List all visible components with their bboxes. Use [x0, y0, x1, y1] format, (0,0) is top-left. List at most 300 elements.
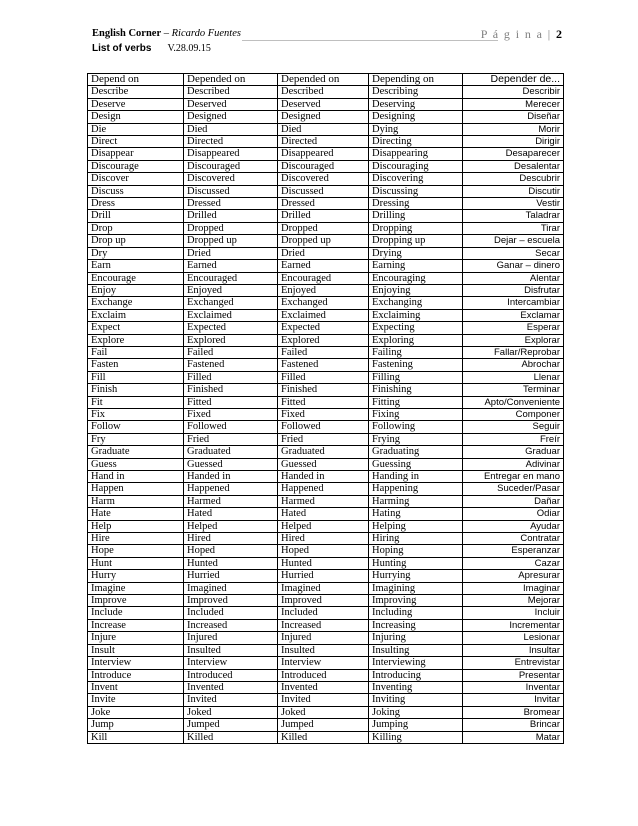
table-row — [88, 384, 564, 396]
base-form-cell: Hire — [88, 533, 184, 545]
page-number: 2 — [556, 27, 562, 41]
table-row — [88, 359, 564, 371]
table-row — [88, 74, 564, 86]
past-simple-cell: Increased — [184, 619, 278, 631]
spanish-translation-cell: Intercambiar — [463, 297, 564, 309]
spanish-translation-cell: Imaginar — [463, 582, 564, 594]
header-separator: – — [161, 28, 172, 39]
past-simple-cell: Hoped — [184, 545, 278, 557]
base-form-cell: Discuss — [88, 185, 184, 197]
base-form-cell: Deserve — [88, 98, 184, 110]
table-row — [88, 136, 564, 148]
table-row — [88, 111, 564, 123]
past-simple-cell: Depended on — [184, 74, 278, 86]
past-participle-cell: Helped — [278, 520, 369, 532]
past-simple-cell: Harmed — [184, 495, 278, 507]
gerund-cell: Graduating — [369, 446, 463, 458]
past-simple-cell: Encouraged — [184, 272, 278, 284]
past-participle-cell: Finished — [278, 384, 369, 396]
past-simple-cell: Fixed — [184, 408, 278, 420]
base-form-cell: Interview — [88, 657, 184, 669]
past-participle-cell: Fastened — [278, 359, 369, 371]
past-participle-cell: Injured — [278, 632, 369, 644]
base-form-cell: Fry — [88, 433, 184, 445]
past-participle-cell: Dropped — [278, 222, 369, 234]
past-simple-cell: Handed in — [184, 471, 278, 483]
base-form-cell: Dress — [88, 198, 184, 210]
table-row — [88, 247, 564, 259]
base-form-cell: Die — [88, 123, 184, 135]
spanish-translation-cell: Cazar — [463, 557, 564, 569]
past-participle-cell: Hired — [278, 533, 369, 545]
spanish-translation-cell: Tirar — [463, 222, 564, 234]
past-participle-cell: Directed — [278, 136, 369, 148]
gerund-cell: Harming — [369, 495, 463, 507]
verbs-table-body — [88, 74, 564, 744]
gerund-cell: Drying — [369, 247, 463, 259]
base-form-cell: Describe — [88, 86, 184, 98]
past-participle-cell: Followed — [278, 421, 369, 433]
spanish-translation-cell: Dirigir — [463, 136, 564, 148]
base-form-cell: Joke — [88, 706, 184, 718]
past-participle-cell: Hoped — [278, 545, 369, 557]
base-form-cell: Fix — [88, 408, 184, 420]
gerund-cell: Hurrying — [369, 570, 463, 582]
past-simple-cell: Directed — [184, 136, 278, 148]
gerund-cell: Dropping up — [369, 235, 463, 247]
past-participle-cell: Enjoyed — [278, 284, 369, 296]
gerund-cell: Describing — [369, 86, 463, 98]
spanish-translation-cell: Desaparecer — [463, 148, 564, 160]
spanish-translation-cell: Esperanzar — [463, 545, 564, 557]
base-form-cell: Introduce — [88, 669, 184, 681]
gerund-cell: Improving — [369, 595, 463, 607]
past-simple-cell: Explored — [184, 334, 278, 346]
spanish-translation-cell: Desalentar — [463, 160, 564, 172]
past-participle-cell: Invented — [278, 681, 369, 693]
past-simple-cell: Introduced — [184, 669, 278, 681]
spanish-translation-cell: Graduar — [463, 446, 564, 458]
gerund-cell: Handing in — [369, 471, 463, 483]
page-header — [92, 28, 562, 68]
gerund-cell: Finishing — [369, 384, 463, 396]
past-participle-cell: Killed — [278, 731, 369, 743]
spanish-translation-cell: Diseñar — [463, 111, 564, 123]
table-row — [88, 694, 564, 706]
table-row — [88, 433, 564, 445]
spanish-translation-cell: Matar — [463, 731, 564, 743]
past-participle-cell: Described — [278, 86, 369, 98]
base-form-cell: Discourage — [88, 160, 184, 172]
table-row — [88, 520, 564, 532]
table-row — [88, 309, 564, 321]
spanish-translation-cell: Incrementar — [463, 619, 564, 631]
gerund-cell: Helping — [369, 520, 463, 532]
gerund-cell: Inviting — [369, 694, 463, 706]
gerund-cell: Happening — [369, 483, 463, 495]
gerund-cell: Earning — [369, 260, 463, 272]
spanish-translation-cell: Bromear — [463, 706, 564, 718]
past-participle-cell: Dressed — [278, 198, 369, 210]
base-form-cell: Hand in — [88, 471, 184, 483]
table-row — [88, 396, 564, 408]
base-form-cell: Enjoy — [88, 284, 184, 296]
base-form-cell: Drop — [88, 222, 184, 234]
past-participle-cell: Interview — [278, 657, 369, 669]
spanish-translation-cell: Dañar — [463, 495, 564, 507]
base-form-cell: Help — [88, 520, 184, 532]
table-row — [88, 706, 564, 718]
spanish-translation-cell: Insultar — [463, 644, 564, 656]
past-simple-cell: Dropped up — [184, 235, 278, 247]
past-simple-cell: Joked — [184, 706, 278, 718]
author-name: Ricardo Fuentes — [171, 28, 241, 39]
base-form-cell: Exchange — [88, 297, 184, 309]
past-participle-cell: Introduced — [278, 669, 369, 681]
table-row — [88, 272, 564, 284]
spanish-translation-cell: Alentar — [463, 272, 564, 284]
base-form-cell: Hate — [88, 508, 184, 520]
spanish-translation-cell: Apresurar — [463, 570, 564, 582]
base-form-cell: Hope — [88, 545, 184, 557]
spanish-translation-cell: Dejar – escuela — [463, 235, 564, 247]
table-row — [88, 160, 564, 172]
past-participle-cell: Earned — [278, 260, 369, 272]
past-simple-cell: Discovered — [184, 173, 278, 185]
base-form-cell: Insult — [88, 644, 184, 656]
spanish-translation-cell: Seguir — [463, 421, 564, 433]
gerund-cell: Deserving — [369, 98, 463, 110]
past-participle-cell: Insulted — [278, 644, 369, 656]
past-participle-cell: Discovered — [278, 173, 369, 185]
table-row — [88, 346, 564, 358]
past-participle-cell: Drilled — [278, 210, 369, 222]
table-row — [88, 334, 564, 346]
spanish-translation-cell: Taladrar — [463, 210, 564, 222]
past-simple-cell: Exclaimed — [184, 309, 278, 321]
header-title-line — [92, 28, 241, 39]
page-label: P á g i n a — [480, 27, 544, 41]
base-form-cell: Finish — [88, 384, 184, 396]
spanish-translation-cell: Explorar — [463, 334, 564, 346]
gerund-cell: Frying — [369, 433, 463, 445]
base-form-cell: Drop up — [88, 235, 184, 247]
gerund-cell: Introducing — [369, 669, 463, 681]
table-row — [88, 123, 564, 135]
base-form-cell: Graduate — [88, 446, 184, 458]
base-form-cell: Kill — [88, 731, 184, 743]
table-row — [88, 185, 564, 197]
past-participle-cell: Hunted — [278, 557, 369, 569]
table-row — [88, 731, 564, 743]
past-simple-cell: Dried — [184, 247, 278, 259]
past-participle-cell: Encouraged — [278, 272, 369, 284]
past-simple-cell: Discouraged — [184, 160, 278, 172]
table-row — [88, 570, 564, 582]
table-row — [88, 210, 564, 222]
gerund-cell: Disappearing — [369, 148, 463, 160]
spanish-translation-cell: Brincar — [463, 719, 564, 731]
spanish-translation-cell: Presentar — [463, 669, 564, 681]
past-simple-cell: Enjoyed — [184, 284, 278, 296]
gerund-cell: Hating — [369, 508, 463, 520]
past-participle-cell: Died — [278, 123, 369, 135]
past-participle-cell: Failed — [278, 346, 369, 358]
base-form-cell: Fit — [88, 396, 184, 408]
past-participle-cell: Exchanged — [278, 297, 369, 309]
past-participle-cell: Fixed — [278, 408, 369, 420]
past-simple-cell: Killed — [184, 731, 278, 743]
past-participle-cell: Filled — [278, 371, 369, 383]
spanish-translation-cell: Adivinar — [463, 458, 564, 470]
table-row — [88, 371, 564, 383]
past-participle-cell: Increased — [278, 619, 369, 631]
table-row — [88, 557, 564, 569]
past-simple-cell: Injured — [184, 632, 278, 644]
past-participle-cell: Designed — [278, 111, 369, 123]
spanish-translation-cell: Incluir — [463, 607, 564, 619]
table-row — [88, 222, 564, 234]
gerund-cell: Joking — [369, 706, 463, 718]
past-simple-cell: Dressed — [184, 198, 278, 210]
past-simple-cell: Filled — [184, 371, 278, 383]
past-participle-cell: Dried — [278, 247, 369, 259]
gerund-cell: Discovering — [369, 173, 463, 185]
table-row — [88, 98, 564, 110]
past-simple-cell: Invented — [184, 681, 278, 693]
past-simple-cell: Hunted — [184, 557, 278, 569]
gerund-cell: Encouraging — [369, 272, 463, 284]
table-row — [88, 644, 564, 656]
past-participle-cell: Explored — [278, 334, 369, 346]
past-simple-cell: Improved — [184, 595, 278, 607]
past-simple-cell: Guessed — [184, 458, 278, 470]
base-form-cell: Include — [88, 607, 184, 619]
doc-version: V.28.09.15 — [167, 43, 211, 54]
table-row — [88, 421, 564, 433]
gerund-cell: Discussing — [369, 185, 463, 197]
gerund-cell: Expecting — [369, 322, 463, 334]
spanish-translation-cell: Ayudar — [463, 520, 564, 532]
gerund-cell: Including — [369, 607, 463, 619]
spanish-translation-cell: Llenar — [463, 371, 564, 383]
spanish-translation-cell: Depender de... — [463, 74, 564, 86]
past-participle-cell: Harmed — [278, 495, 369, 507]
base-form-cell: Improve — [88, 595, 184, 607]
past-simple-cell: Fitted — [184, 396, 278, 408]
table-row — [88, 322, 564, 334]
past-simple-cell: Imagined — [184, 582, 278, 594]
past-simple-cell: Graduated — [184, 446, 278, 458]
past-participle-cell: Improved — [278, 595, 369, 607]
base-form-cell: Discover — [88, 173, 184, 185]
spanish-translation-cell: Entrevistar — [463, 657, 564, 669]
past-simple-cell: Fastened — [184, 359, 278, 371]
table-row — [88, 483, 564, 495]
header-subtitle-line — [92, 43, 211, 54]
base-form-cell: Disappear — [88, 148, 184, 160]
gerund-cell: Fitting — [369, 396, 463, 408]
spanish-translation-cell: Lesionar — [463, 632, 564, 644]
base-form-cell: Fill — [88, 371, 184, 383]
table-row — [88, 632, 564, 644]
spanish-translation-cell: Odiar — [463, 508, 564, 520]
gerund-cell: Dressing — [369, 198, 463, 210]
base-form-cell: Invent — [88, 681, 184, 693]
gerund-cell: Designing — [369, 111, 463, 123]
base-form-cell: Hunt — [88, 557, 184, 569]
past-participle-cell: Jumped — [278, 719, 369, 731]
table-row — [88, 545, 564, 557]
page-indicator — [481, 27, 562, 42]
gerund-cell: Following — [369, 421, 463, 433]
past-simple-cell: Failed — [184, 346, 278, 358]
past-simple-cell: Finished — [184, 384, 278, 396]
gerund-cell: Hoping — [369, 545, 463, 557]
past-participle-cell: Hurried — [278, 570, 369, 582]
past-simple-cell: Died — [184, 123, 278, 135]
base-form-cell: Harm — [88, 495, 184, 507]
past-simple-cell: Hired — [184, 533, 278, 545]
past-simple-cell: Drilled — [184, 210, 278, 222]
table-row — [88, 719, 564, 731]
site-name: English Corner — [92, 28, 162, 39]
spanish-translation-cell: Apto/Conveniente — [463, 396, 564, 408]
gerund-cell: Exploring — [369, 334, 463, 346]
spanish-translation-cell: Describir — [463, 86, 564, 98]
base-form-cell: Follow — [88, 421, 184, 433]
table-row — [88, 619, 564, 631]
gerund-cell: Filling — [369, 371, 463, 383]
past-simple-cell: Hated — [184, 508, 278, 520]
base-form-cell: Earn — [88, 260, 184, 272]
spanish-translation-cell: Inventar — [463, 681, 564, 693]
past-participle-cell: Handed in — [278, 471, 369, 483]
base-form-cell: Drill — [88, 210, 184, 222]
spanish-translation-cell: Fallar/Reprobar — [463, 346, 564, 358]
past-participle-cell: Invited — [278, 694, 369, 706]
past-participle-cell: Guessed — [278, 458, 369, 470]
spanish-translation-cell: Vestir — [463, 198, 564, 210]
table-row — [88, 669, 564, 681]
past-participle-cell: Included — [278, 607, 369, 619]
spanish-translation-cell: Entregar en mano — [463, 471, 564, 483]
past-simple-cell: Dropped — [184, 222, 278, 234]
table-row — [88, 595, 564, 607]
doc-title: List of verbs — [92, 43, 152, 54]
past-simple-cell: Deserved — [184, 98, 278, 110]
base-form-cell: Imagine — [88, 582, 184, 594]
gerund-cell: Interviewing — [369, 657, 463, 669]
past-participle-cell: Dropped up — [278, 235, 369, 247]
base-form-cell: Depend on — [88, 74, 184, 86]
spanish-translation-cell: Ganar – dinero — [463, 260, 564, 272]
past-simple-cell: Interview — [184, 657, 278, 669]
table-row — [88, 607, 564, 619]
past-simple-cell: Hurried — [184, 570, 278, 582]
base-form-cell: Happen — [88, 483, 184, 495]
table-row — [88, 284, 564, 296]
verbs-table — [87, 73, 564, 744]
past-simple-cell: Discussed — [184, 185, 278, 197]
base-form-cell: Encourage — [88, 272, 184, 284]
past-simple-cell: Helped — [184, 520, 278, 532]
past-simple-cell: Earned — [184, 260, 278, 272]
base-form-cell: Explore — [88, 334, 184, 346]
header-rule — [242, 40, 498, 41]
past-simple-cell: Happened — [184, 483, 278, 495]
past-participle-cell: Deserved — [278, 98, 369, 110]
table-row — [88, 408, 564, 420]
past-participle-cell: Expected — [278, 322, 369, 334]
spanish-translation-cell: Disfrutar — [463, 284, 564, 296]
spanish-translation-cell: Esperar — [463, 322, 564, 334]
table-row — [88, 260, 564, 272]
spanish-translation-cell: Suceder/Pasar — [463, 483, 564, 495]
base-form-cell: Jump — [88, 719, 184, 731]
spanish-translation-cell: Terminar — [463, 384, 564, 396]
table-row — [88, 173, 564, 185]
past-participle-cell: Imagined — [278, 582, 369, 594]
table-row — [88, 471, 564, 483]
base-form-cell: Hurry — [88, 570, 184, 582]
past-participle-cell: Graduated — [278, 446, 369, 458]
past-simple-cell: Exchanged — [184, 297, 278, 309]
gerund-cell: Insulting — [369, 644, 463, 656]
base-form-cell: Design — [88, 111, 184, 123]
spanish-translation-cell: Freír — [463, 433, 564, 445]
table-row — [88, 198, 564, 210]
base-form-cell: Fasten — [88, 359, 184, 371]
base-form-cell: Expect — [88, 322, 184, 334]
gerund-cell: Guessing — [369, 458, 463, 470]
table-row — [88, 508, 564, 520]
gerund-cell: Fastening — [369, 359, 463, 371]
spanish-translation-cell: Secar — [463, 247, 564, 259]
gerund-cell: Fixing — [369, 408, 463, 420]
table-row — [88, 681, 564, 693]
gerund-cell: Increasing — [369, 619, 463, 631]
past-simple-cell: Included — [184, 607, 278, 619]
past-simple-cell: Disappeared — [184, 148, 278, 160]
table-row — [88, 235, 564, 247]
past-simple-cell: Designed — [184, 111, 278, 123]
page-separator: | — [543, 27, 556, 41]
spanish-translation-cell: Invitar — [463, 694, 564, 706]
table-row — [88, 533, 564, 545]
past-participle-cell: Hated — [278, 508, 369, 520]
base-form-cell: Guess — [88, 458, 184, 470]
past-participle-cell: Discussed — [278, 185, 369, 197]
past-simple-cell: Followed — [184, 421, 278, 433]
table-row — [88, 446, 564, 458]
gerund-cell: Hunting — [369, 557, 463, 569]
past-participle-cell: Exclaimed — [278, 309, 369, 321]
base-form-cell: Exclaim — [88, 309, 184, 321]
table-row — [88, 148, 564, 160]
spanish-translation-cell: Componer — [463, 408, 564, 420]
table-row — [88, 86, 564, 98]
gerund-cell: Depending on — [369, 74, 463, 86]
base-form-cell: Injure — [88, 632, 184, 644]
base-form-cell: Increase — [88, 619, 184, 631]
base-form-cell: Direct — [88, 136, 184, 148]
spanish-translation-cell: Merecer — [463, 98, 564, 110]
spanish-translation-cell: Morir — [463, 123, 564, 135]
gerund-cell: Exchanging — [369, 297, 463, 309]
spanish-translation-cell: Exclamar — [463, 309, 564, 321]
base-form-cell: Invite — [88, 694, 184, 706]
